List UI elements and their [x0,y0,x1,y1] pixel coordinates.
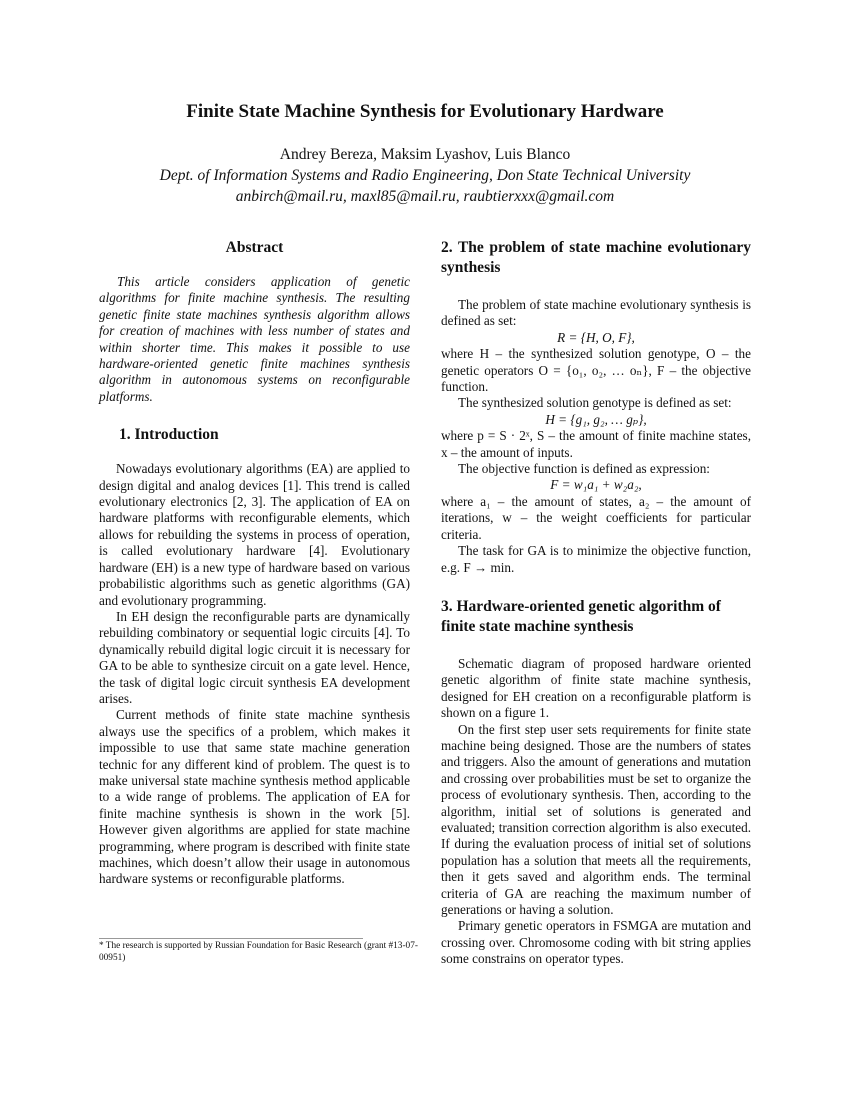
intro-paragraph-1: Nowadays evolutionary algorithms (EA) are applied to design digital and analog devices [1]. This trend is called evolutionary electronics [2, 3]. The application of EA on hardware platforms with reconfigurable elements, which allows for rebuilding the systems in process of operation, is called evolutionary hardware [4]. Evolutionary hardware (EH) is a new type of hardware based on various probabilistic algorithms such as genetic algorithms (GA) and evolutionary programming. [99,461,410,608]
sec2-paragraph-6: where a₁ – the amount of states, a₂ – the amount of iterations, w – the weight coefficients for particular criteria. [441,493,751,542]
right-column [441,238,751,968]
abstract-heading: Abstract [225,239,284,256]
sec2-paragraph-1: The problem of state machine evolutionary synthesis is defined as set: [441,297,751,329]
sec2-paragraph-2: where H – the synthesized solution genotype, O – the genetic operators O = {o₁, o₂, … oₙ}, F – the objective function. [441,346,751,395]
sec2-paragraph-4: where p = S · 2ˣ, S – the amount of finite machine states, x – the amount of inputs. [441,428,751,460]
sec2-paragraph-5: The objective function is defined as expression: [458,461,710,477]
equation-h: H = {g₁, g₂, … gₚ}, [545,411,647,427]
authors: Andrey Bereza, Maksim Lyashov, Luis Blanco [279,146,571,163]
intro-paragraph-3: Current methods of finite state machine synthesis always use the specifics of a problem, which makes it impossible to use that same state machine generation technic for any different kind of problem. The quest is to make universal state machine synthesis method applicable to a wide range of problems. The application of EA for finite machine synthesis is shown in the work [5]. However given algorithms are applied for state machine programming, where program is described with finite state machines, which doesn’t allow their usage in autonomous hardware systems or reconfigurable platforms. [99,707,410,887]
section-3-heading: 3. Hardware-oriented genetic algorithm of finite state machine synthesis [441,597,721,635]
author-block [0,144,850,207]
footnote: * The research is supported by Russian Foundation for Basic Research (grant #13-07-00951) [99,941,418,963]
sec3-paragraph-1: Schematic diagram of proposed hardware oriented genetic algorithm of finite state machine synthesis, designed for EH creation on a reconfigurable platform is shown on a figure 1. [441,655,751,721]
affiliation: Dept. of Information Systems and Radio Engineering, Don State Technical University [159,167,691,184]
intro-paragraph-2: In EH design the reconfigurable parts are dynamically rebuilding combinatory or sequential logic circuits [4]. To dynamically rebuild digital logic circuit it is necessary for GA to be able to synthesize circuit on a gate level. Hence, the task of digital logic circuit synthesis EA development arises. [99,608,410,706]
paper-title: Finite State Machine Synthesis for Evolutionary Hardware [186,101,664,122]
abstract-text: This article considers application of genetic algorithms for finite machine synthesis. The resulting genetic finite state machines synthesis algorithm allows for creation of machines with less number of states and within shorter time. This makes it possible to use hardware-oriented genetic finite machines synthesis algorithm in autonomous systems on reconfigurable platforms. [99,274,410,404]
intro-heading: 1. Introduction [119,426,219,444]
sec3-paragraph-2: On the first step user sets requirements for finite state machine being designed. Those are the numbers of states and triggers. Also the amount of generations and mutation and crossing over probabilities must be set to organize the process of evolutionary synthesis. Then, according to the algorithm, initial set of solutions is generated and evaluated; transition correction algorithm is also executed. If during the evaluation process of initial set of solutions population has a solution that meets all the requirements, then it gets saved and algorithm ends. The terminal criteria of GA are reaching the maximum number of generations or having a solution. [441,721,751,917]
sec3-paragraph-3: Primary genetic operators in FSMGA are mutation and crossing over. Chromosome coding with bit string applies some constrains on operator types. [441,918,751,967]
sec2-paragraph-7: The task for GA is to minimize the objective function, e.g. F → min. [441,543,751,575]
emails: anbirch@mail.ru, maxl85@mail.ru, raubtierxxx@gmail.com [235,188,615,205]
section-2-heading: 2. The problem of state machine evolutionary synthesis [441,239,751,276]
footnote-divider [99,938,363,939]
sec2-paragraph-3: The synthesized solution genotype is defined as set: [458,395,732,411]
equation-f: F = w₁a₁ + w₂a₂, [550,477,642,493]
equation-r: R = {H, O, F}, [557,329,635,345]
left-column [99,238,410,888]
